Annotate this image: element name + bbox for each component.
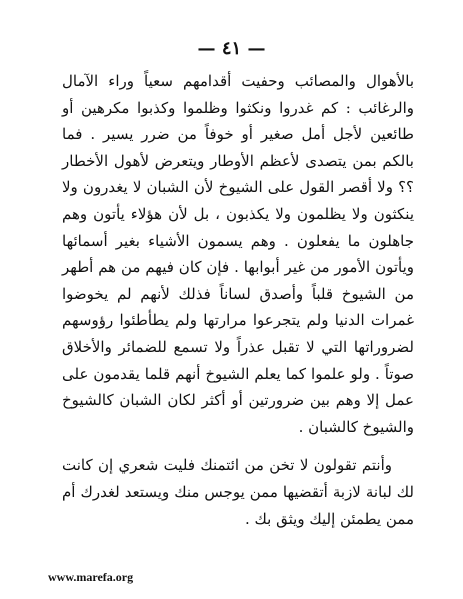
- footer-source-url: www.marefa.org: [48, 570, 134, 584]
- paragraph: بالأهوال والمصائب وحفيت أقدامهم سعياً وراء الآمال والرغائب : كم غدروا ونكثوا وظلموا وكذبوا مكرهين أو طائعين لأجل أمل صغير أو خوفاً من ضرر يسير . فما بالكم بمن يتصدى لأعظم الأوطار ويتعرض لأهول الأخطار ؟؟ ولا أقصر القول على الشيوخ لأن الشبان لا يغدرون ولا ينكثون ولا يظلمون ولا يكذبون ، بل لأن هؤلاء يأتون وهم جاهلون ما يفعلون . وهم يسمون الأشياء بغير أسمائها ويأتون الأمور من غير أبوابها . فإن كان فيهم من هم أطهر من الشيوخ قلباً وأصدق لساناً فذلك لأنهم لم يخوضوا غمرات الدنيا ولم يتجرعوا مرارتها ولم يطأطئوا رؤوسهم لضروراتها التي لا تقبل عذراً ولا تسمع للضمائر والأخلاق صوتاً . ولو علموا كما يعلم الشيوخ أنهم قلما يقدمون على عمل إلا وهم بين ضرورتين أو أكثر لكان الشبان كالشيوخ والشيوخ كالشبان .: [62, 72, 414, 436]
- body-text: [62, 68, 414, 532]
- paragraph: وأنتم تقولون لا تخن من ائتمنك فليت شعري إن كانت لك لبانة لازبة أتقضيها ممن يوجس منك ويستعد لغدرك أم ممن يطمئن إليك ويثق بك .: [62, 456, 414, 528]
- page-number: — ٤١ —: [197, 38, 266, 59]
